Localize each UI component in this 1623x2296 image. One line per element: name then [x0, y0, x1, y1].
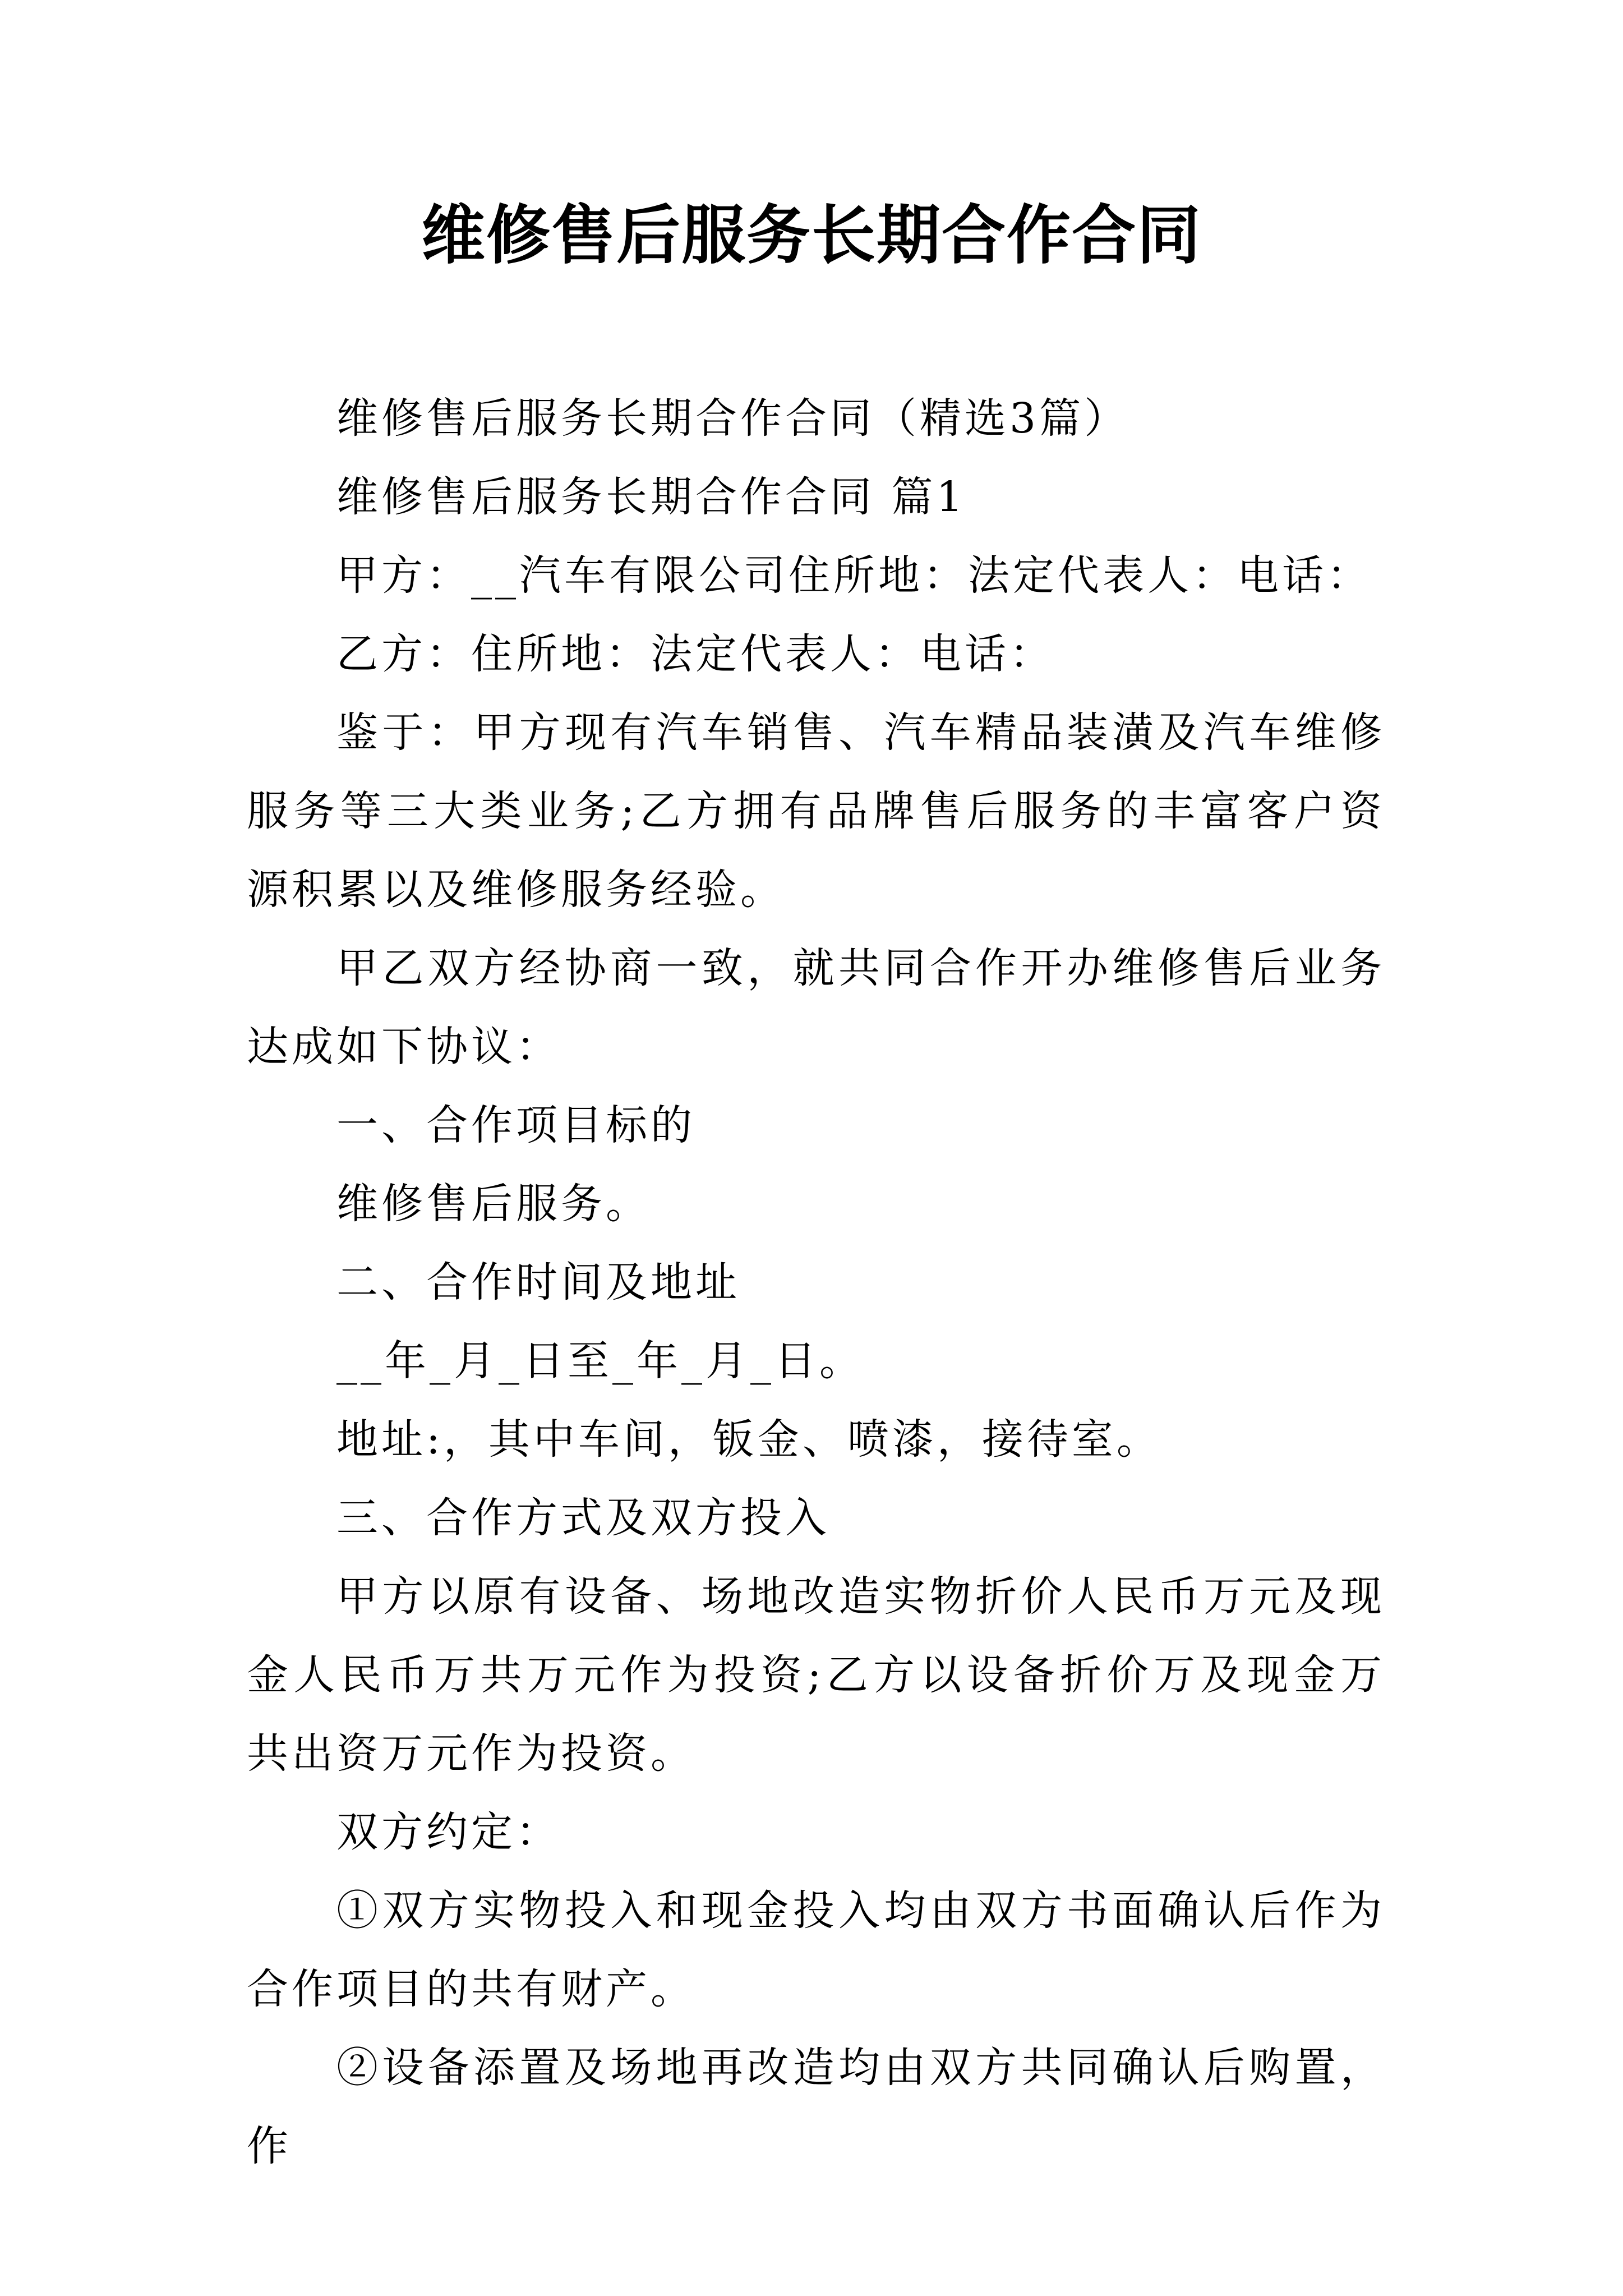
paragraph-subtitle: 维修售后服务长期合作合同（精选3篇） — [336, 394, 1129, 443]
document-title: 维修售后服务长期合作合同 — [421, 198, 1202, 273]
paragraph-mutual-agreement: 双方约定： — [336, 1808, 561, 1856]
paragraph-item-2: ②设备添置及场地再改造均由双方共同确认后购置，作 — [247, 2044, 1385, 2170]
paragraph-clause-3-heading: 三、合作方式及双方投入 — [336, 1494, 830, 1542]
paragraph-section-heading: 维修售后服务长期合作合同 篇1 — [336, 473, 966, 521]
paragraph-agreement-intro: 甲乙双方经协商一致，就共同合作开办维修售后业务达成如下协议： — [247, 944, 1385, 1071]
paragraph-party-a: 甲方：__汽车有限公司住所地：法定代表人：电话： — [336, 551, 1372, 600]
document-body — [247, 379, 1385, 2185]
paragraph-clause-2-address: 地址:，其中车间，钣金、喷漆，接待室。 — [336, 1415, 1161, 1464]
paragraph-clause-1-heading: 一、合作项目标的 — [336, 1101, 695, 1149]
paragraph-clause-3-investment: 甲方以原有设备、场地改造实物折价人民币万元及现金人民币万共万元作为投资;乙方以设备折价万及现金万共出资万元作为投资。 — [247, 1572, 1385, 1778]
paragraph-clause-1-text: 维修售后服务。 — [336, 1180, 651, 1228]
paragraph-clause-2-heading: 二、合作时间及地址 — [336, 1258, 740, 1306]
paragraph-whereas: 鉴于：甲方现有汽车销售、汽车精品装潢及汽车维修服务等三大类业务;乙方拥有品牌售后服务的丰富客户资源积累以及维修服务经验。 — [247, 708, 1385, 914]
paragraph-item-1: ①双方实物投入和现金投入均由双方书面确认后作为合作项目的共有财产。 — [247, 1887, 1385, 2013]
paragraph-party-b: 乙方：住所地：法定代表人：电话： — [336, 630, 1054, 678]
paragraph-clause-2-dates: __年_月_日至_年_月_日。 — [336, 1337, 864, 1385]
